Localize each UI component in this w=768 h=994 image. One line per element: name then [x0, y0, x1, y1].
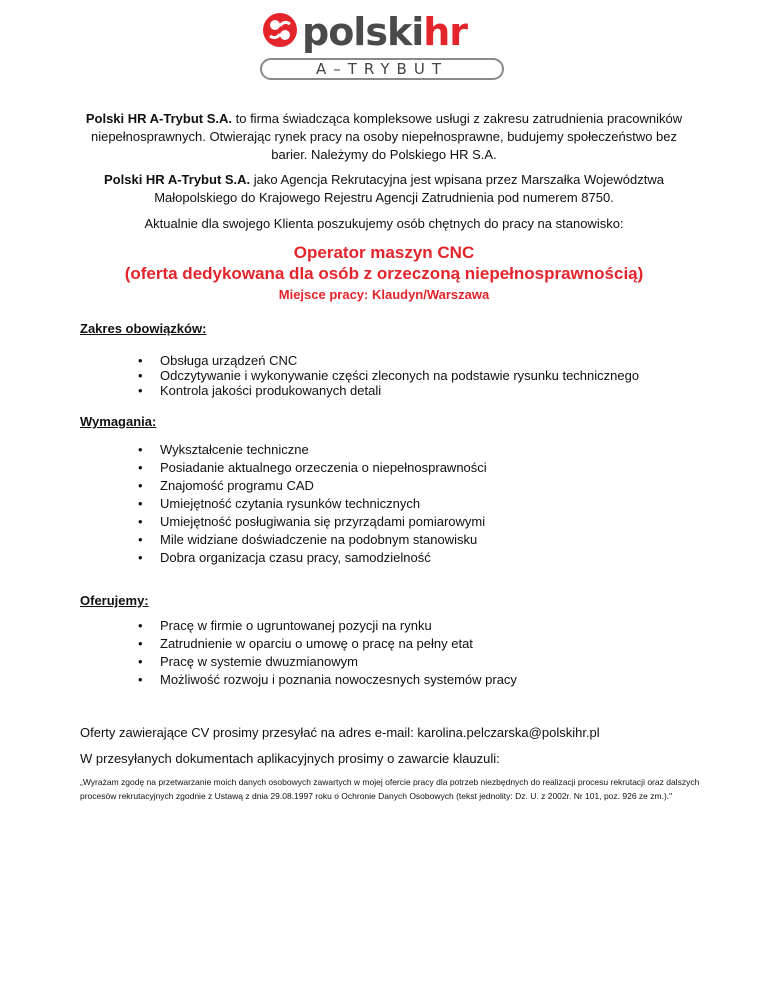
- clause-intro: W przesyłanych dokumentach aplikacyjnych prosimy o zawarcie klauzuli:: [80, 751, 500, 766]
- requirements-list: [80, 441, 487, 567]
- company-logo: [258, 8, 512, 80]
- intro-paragraph-2: [80, 171, 688, 207]
- job-title: [60, 242, 708, 284]
- job-title-line-2: (oferta dedykowana dla osób z orzeczoną niepełnosprawnością): [124, 264, 644, 283]
- logo-wordmark: [302, 10, 467, 54]
- company-name: Polski HR A-Trybut S.A.: [104, 172, 251, 187]
- list-item: • Umiejętność posługiwania się przyrządami pomiarowymi: [80, 513, 487, 531]
- duties-list: [80, 353, 639, 398]
- list-item: • Umiejętność czytania rysunków technicznych: [80, 495, 487, 513]
- job-title-line-1: Operator maszyn CNC: [293, 243, 475, 262]
- list-item: • Wykształcenie techniczne: [80, 441, 487, 459]
- company-name: Polski HR A-Trybut S.A.: [85, 111, 232, 126]
- list-item: • Możliwość rozwoju i poznania nowoczesnych systemów pracy: [80, 671, 517, 689]
- list-item: • Pracę w firmie o ugruntowanej pozycji na rynku: [80, 617, 517, 635]
- logo-word-red: hr: [423, 10, 468, 54]
- list-item: • Zatrudnienie w oparciu o umowę o pracę na pełny etat: [80, 635, 517, 653]
- list-item: • Znajomość programu CAD: [80, 477, 487, 495]
- list-item: • Obsługa urządzeń CNC: [80, 353, 639, 368]
- requirements-heading: Wymagania:: [80, 414, 157, 429]
- list-item: • Kontrola jakości produkowanych detali: [80, 383, 639, 398]
- list-item: • Mile widziane doświadczenie na podobnym stanowisku: [80, 531, 487, 549]
- offer-list: [80, 617, 517, 689]
- contact-info: Oferty zawierające CV prosimy przesyłać na adres e-mail: karolina.pelczarska@polskihr.pl: [80, 725, 600, 740]
- polskihr-logo-mark-icon: [262, 12, 298, 48]
- logo-word-dark: polski: [302, 10, 424, 54]
- offer-heading: Oferujemy:: [80, 593, 149, 608]
- intro-paragraph-3: Aktualnie dla swojego Klienta poszukujemy osób chętnych do pracy na stanowisko:: [144, 216, 624, 231]
- list-item: • Pracę w systemie dwuzmianowym: [80, 653, 517, 671]
- list-item: • Dobra organizacja czasu pracy, samodzielność: [80, 549, 487, 567]
- intro-text-1: to firma świadcząca kompleksowe usługi z zakresu zatrudnienia pracowników niepełnosprawnych. Otwierając rynek pracy na osoby niepełnosprawne, budujemy społeczeństwo bez barier. Należymy do Polskiego HR S.A.: [90, 111, 683, 162]
- intro-paragraph-1: [80, 110, 688, 164]
- list-item: • Posiadanie aktualnego orzeczenia o niepełnosprawności: [80, 459, 487, 477]
- job-location: Miejsce pracy: Klaudyn/Warszawa: [278, 287, 490, 302]
- list-item: • Odczytywanie i wykonywanie części zleconych na podstawie rysunku technicznego: [80, 368, 639, 383]
- consent-clause: „Wyrażam zgodę na przetwarzanie moich danych osobowych zawartych w mojej ofercie pracy dla potrzeb niezbędnych do realizacji procesu rekrutacji oraz dalszych procesów rekrutacyjnych zgodnie z Ustawą z dnia 29.08.1997 roku o Ochronie Danych Osobowych (tekst jednolity: Dz. U. z 2002r. Nr 101, poz. 926 ze zm.).": [80, 777, 700, 801]
- duties-heading: Zakres obowiązków:: [80, 321, 207, 336]
- intro-text-2: jako Agencja Rekrutacyjna jest wpisana przez Marszałka Województwa Małopolskiego do Krajowego Rejestru Agencji Zatrudnienia pod numerem 8750.: [154, 172, 664, 205]
- logo-tagline: A–TRYBUT: [260, 58, 504, 80]
